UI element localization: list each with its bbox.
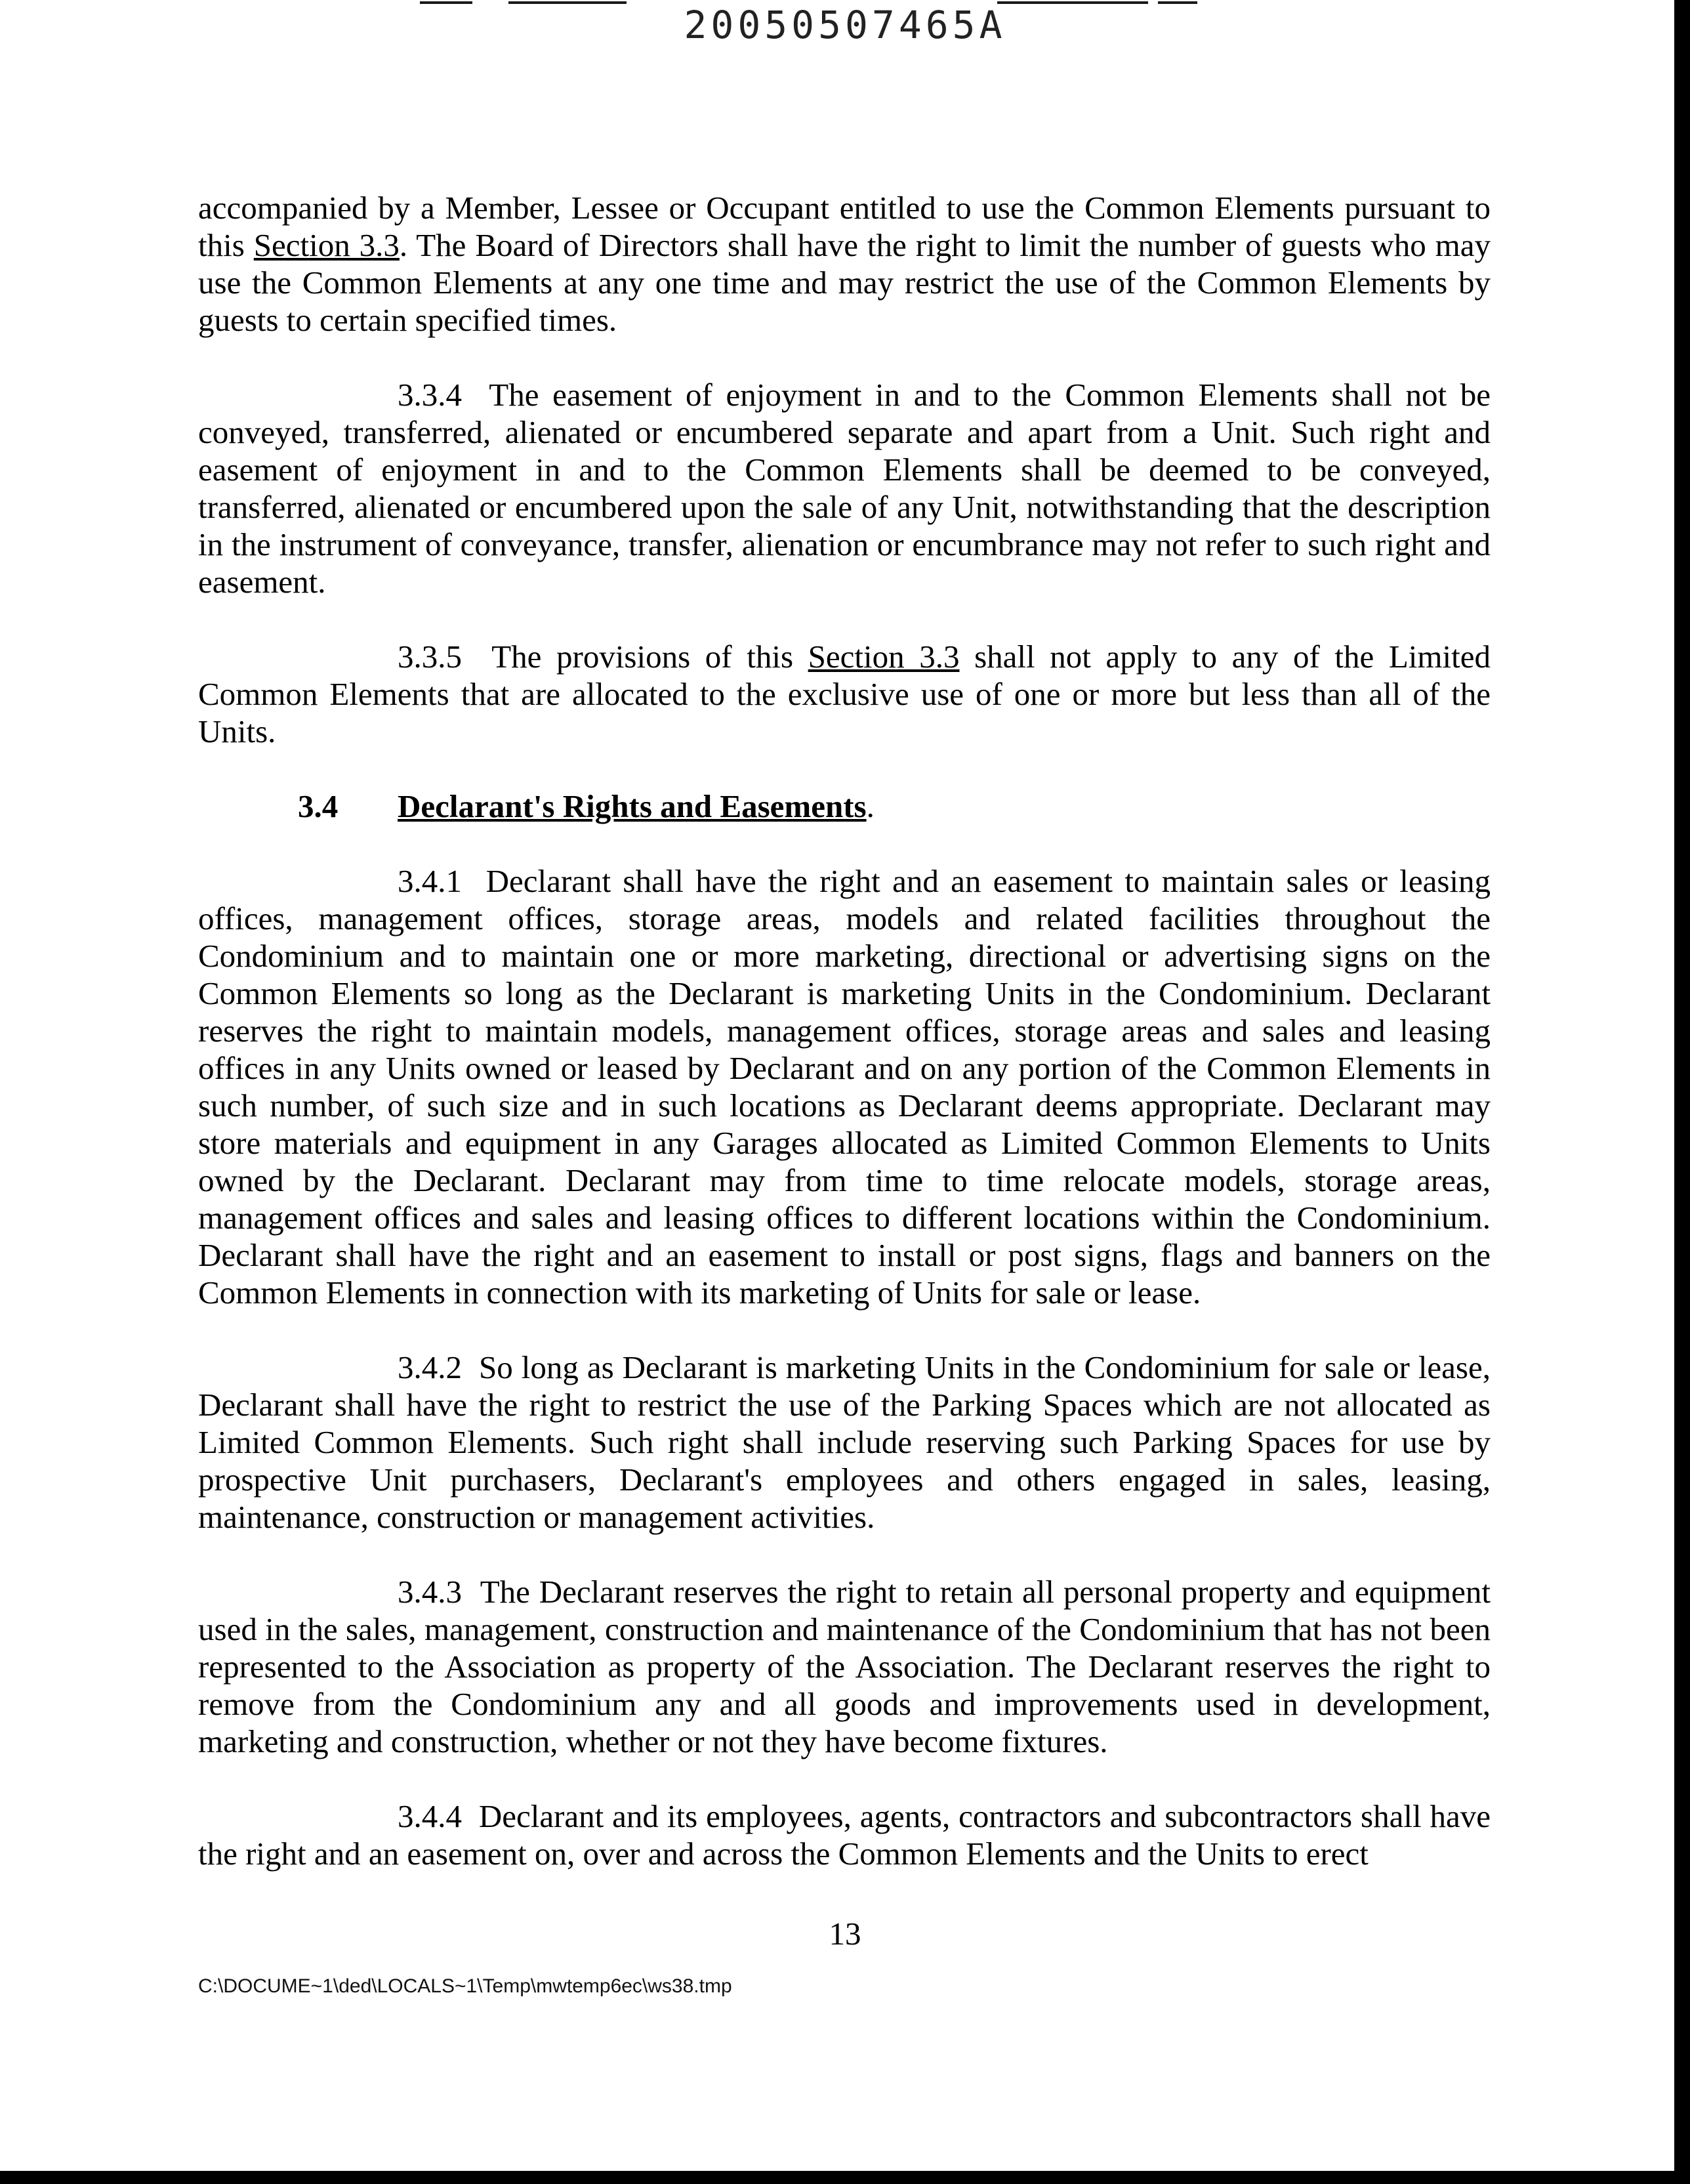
heading-number: 3.4	[298, 788, 339, 824]
section-3-4-1	[198, 862, 1491, 1311]
section-text: Declarant and its employees, agents, contractors and subcontractors shall have the right and an easement on, over and across the Common Elements and the Units to erect	[198, 1798, 1491, 1872]
section-3-4-3	[198, 1573, 1491, 1760]
scan-border-right	[1674, 0, 1690, 2184]
section-text: The Declarant reserves the right to retain all personal property and equipment used in the sales, management, construction and maintenance of the Condominium that has not been represented to the Association as property of the Association. The Declarant reserves the right to remove from the Condominium any and all goods and improvements used in development, marketing and construction, whether or not they have become fixtures.	[198, 1574, 1491, 1759]
section-text: Declarant shall have the right and an easement to maintain sales or leasing offices, management offices, storage areas, models and related facilities throughout the Condominium and to maintain one or more marketing, directional or advertising signs on the Common Elements so long as the Declarant is marketing Units in the Condominium. Declarant reserves the right to maintain models, management offices, storage areas and sales and leasing offices in any Units owned or leased by Declarant and on any portion of the Common Elements in such number, of such size and in such locations as Declarant deems appropriate. Declarant may store materials and equipment in any Garages allocated as Limited Common Elements to Units owned by the Declarant. Declarant may from time to time relocate models, storage areas, management offices and sales and leasing offices to different locations within the Condominium. Declarant shall have the right and an easement to install or post signs, flags and banners on the Common Elements in connection with its marketing of Units for sale or lease.	[198, 863, 1491, 1311]
file-path: C:\DOCUME~1\ded\LOCALS~1\Temp\mwtemp6ec\ws38.tmp	[198, 1975, 732, 1997]
section-number: 3.3.4	[398, 377, 462, 413]
section-number: 3.4.4	[398, 1798, 462, 1834]
section-text: So long as Declarant is marketing Units in the Condominium for sale or lease, Declarant shall have the right to restrict the use of the Parking Spaces which are not allocated as Limited Common Elements. Such right shall include reserving such Parking Spaces for use by prospective Unit purchasers, Declarant's employees and others engaged in sales, leasing, maintenance, construction or management activities.	[198, 1349, 1491, 1535]
scan-border-bottom	[0, 2171, 1690, 2184]
section-number: 3.4.3	[398, 1574, 462, 1610]
section-3-4-4	[198, 1797, 1491, 1872]
section-reference: Section 3.3	[253, 227, 400, 263]
section-reference: Section 3.3	[808, 639, 960, 675]
document-body	[198, 189, 1491, 1872]
section-heading-3-4	[198, 788, 1491, 825]
paragraph-text: . The Board of Directors shall have the right to limit the number of guests who may use the Common Elements at any one time and may restrict the use of the Common Elements by guests to certain specified times.	[198, 227, 1491, 338]
section-3-3-5	[198, 638, 1491, 750]
document-id: 20050507465A	[684, 3, 1006, 47]
section-number: 3.3.5	[398, 639, 462, 675]
section-3-4-2	[198, 1349, 1491, 1536]
section-text: The easement of enjoyment in and to the Common Elements shall not be conveyed, transferred, alienated or encumbered separate and apart from a Unit. Such right and easement of enjoyment in and to the Common Elements shall be deemed to be conveyed, transferred, alienated or encumbered upon the sale of any Unit, notwithstanding that the description in the instrument of conveyance, transfer, alienation or encumbrance may not refer to such right and easement.	[198, 377, 1491, 600]
section-3-3-4	[198, 376, 1491, 600]
paragraph-text: accompanied by a Member, Lessee or Occupant entitled to use the Common Elements pursuant to this	[198, 190, 1491, 263]
paragraph-continuation	[198, 189, 1491, 339]
heading-trail: .	[866, 788, 875, 824]
section-number: 3.4.2	[398, 1349, 462, 1385]
section-number: 3.4.1	[398, 863, 462, 899]
page-number: 13	[829, 1916, 861, 1952]
heading-title: Declarant's Rights and Easements	[398, 788, 867, 824]
section-text: shall not apply to any of the Limited Common Elements that are allocated to the exclusive use of one or more but less than all of the Units.	[198, 639, 1491, 749]
section-text: The provisions of this	[491, 639, 808, 675]
